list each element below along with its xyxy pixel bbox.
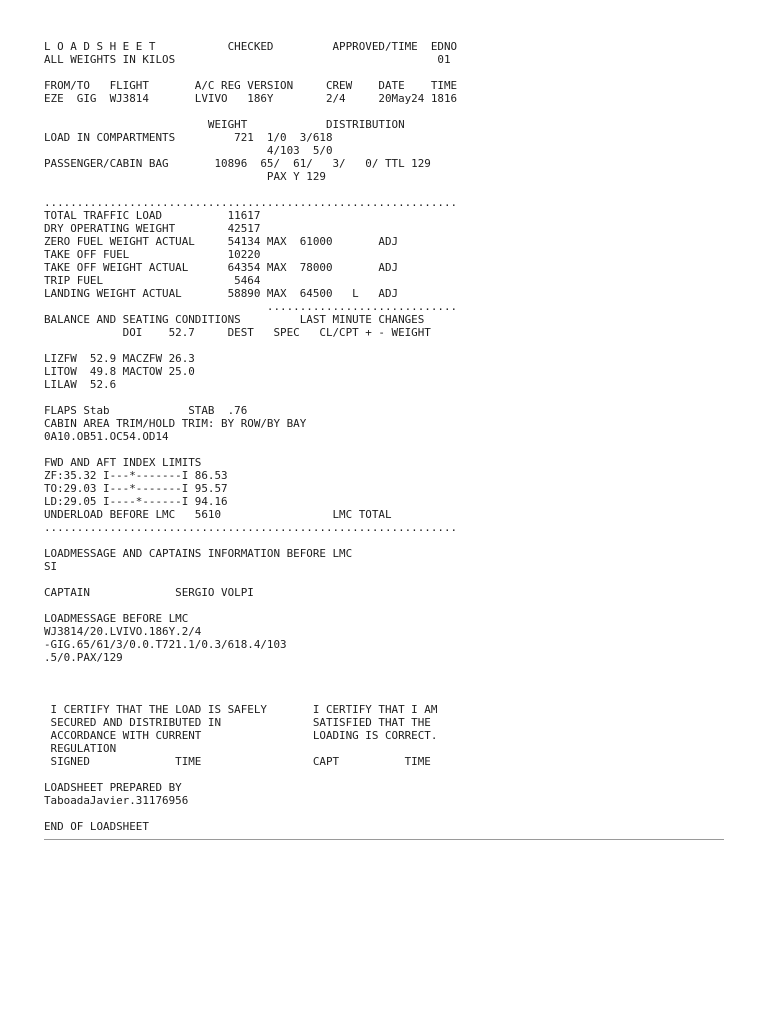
loadsheet-line bbox=[44, 599, 724, 612]
loadsheet-line bbox=[44, 573, 724, 586]
loadsheet-line bbox=[44, 66, 724, 79]
loadsheet-line: TRIP FUEL 5464 bbox=[44, 274, 261, 287]
loadsheet-line: END OF LOADSHEET bbox=[44, 820, 149, 833]
loadsheet-line: LOADSHEET PREPARED BY bbox=[44, 781, 182, 794]
loadsheet-line: DRY OPERATING WEIGHT 42517 bbox=[44, 222, 261, 235]
loadsheet-line bbox=[44, 339, 724, 352]
loadsheet-line: L O A D S H E E T CHECKED APPROVED/TIME EDNO bbox=[44, 40, 458, 53]
loadsheet-line: .5/0.PAX/129 bbox=[44, 651, 123, 664]
loadsheet-line: LILAW 52.6 bbox=[44, 378, 117, 391]
loadsheet-line: ACCORDANCE WITH CURRENT LOADING IS CORRECT. bbox=[44, 729, 438, 742]
loadsheet-line: TO:29.03 I---*-------I 95.57 bbox=[44, 482, 228, 495]
loadsheet-line: ............................. bbox=[44, 300, 458, 313]
loadsheet-line bbox=[44, 677, 724, 690]
loadsheet-line bbox=[44, 443, 724, 456]
loadsheet-line: EZE GIG WJ3814 LVIVO 186Y 2/4 20May24 1816 bbox=[44, 92, 458, 105]
loadsheet-line bbox=[44, 391, 724, 404]
loadsheet-line: I CERTIFY THAT THE LOAD IS SAFELY I CERTIFY THAT I AM bbox=[44, 703, 438, 716]
loadsheet-line: ZERO FUEL WEIGHT ACTUAL 54134 MAX 61000 ADJ bbox=[44, 235, 399, 248]
loadsheet-line bbox=[44, 807, 724, 820]
loadsheet-line: SIGNED TIME CAPT TIME bbox=[44, 755, 431, 768]
loadsheet-line: FLAPS Stab STAB .76 bbox=[44, 404, 248, 417]
loadsheet-line: ZF:35.32 I---*-------I 86.53 bbox=[44, 469, 228, 482]
loadsheet-line: FWD AND AFT INDEX LIMITS bbox=[44, 456, 202, 469]
loadsheet-line: WJ3814/20.LVIVO.186Y.2/4 bbox=[44, 625, 202, 638]
loadsheet-line bbox=[44, 534, 724, 547]
loadsheet-line: TaboadaJavier.31176956 bbox=[44, 794, 189, 807]
loadsheet-line: TAKE OFF FUEL 10220 bbox=[44, 248, 261, 261]
loadsheet-line: 0A10.OB51.OC54.OD14 bbox=[44, 430, 169, 443]
loadsheet-line: BALANCE AND SEATING CONDITIONS LAST MINUTE CHANGES bbox=[44, 313, 425, 326]
loadsheet-line: LITOW 49.8 MACTOW 25.0 bbox=[44, 365, 195, 378]
loadsheet-line bbox=[44, 105, 724, 118]
loadsheet-line: CAPTAIN SERGIO VOLPI bbox=[44, 586, 254, 599]
loadsheet-line: LD:29.05 I----*------I 94.16 bbox=[44, 495, 228, 508]
loadsheet-line: WEIGHT DISTRIBUTION bbox=[44, 118, 405, 131]
loadsheet-line: ............................................................... bbox=[44, 196, 458, 209]
loadsheet-line: SECURED AND DISTRIBUTED IN SATISFIED THAT THE bbox=[44, 716, 431, 729]
loadsheet-line: LIZFW 52.9 MACZFW 26.3 bbox=[44, 352, 195, 365]
loadsheet-line: ALL WEIGHTS IN KILOS 01 bbox=[44, 53, 451, 66]
loadsheet-line: 4/103 5/0 bbox=[44, 144, 333, 157]
loadsheet-line: LOADMESSAGE AND CAPTAINS INFORMATION BEFORE LMC bbox=[44, 547, 353, 560]
loadsheet-document bbox=[44, 40, 724, 833]
loadsheet-line: TOTAL TRAFFIC LOAD 11617 bbox=[44, 209, 261, 222]
loadsheet-line: LOADMESSAGE BEFORE LMC bbox=[44, 612, 189, 625]
loadsheet-line bbox=[44, 183, 724, 196]
loadsheet-line bbox=[44, 768, 724, 781]
loadsheet-line: CABIN AREA TRIM/HOLD TRIM: BY ROW/BY BAY bbox=[44, 417, 307, 430]
loadsheet-line: PAX Y 129 bbox=[44, 170, 326, 183]
loadsheet-line: TAKE OFF WEIGHT ACTUAL 64354 MAX 78000 ADJ bbox=[44, 261, 399, 274]
loadsheet-line: ............................................................... bbox=[44, 521, 458, 534]
loadsheet-line: FROM/TO FLIGHT A/C REG VERSION CREW DATE TIME bbox=[44, 79, 458, 92]
loadsheet-line: UNDERLOAD BEFORE LMC 5610 LMC TOTAL bbox=[44, 508, 392, 521]
loadsheet-line: REGULATION bbox=[44, 742, 117, 755]
loadsheet-line: SI bbox=[44, 560, 58, 573]
loadsheet-line: PASSENGER/CABIN BAG 10896 65/ 61/ 3/ 0/ TTL 129 bbox=[44, 157, 431, 170]
loadsheet-line bbox=[44, 690, 724, 703]
loadsheet-line: -GIG.65/61/3/0.0.T721.1/0.3/618.4/103 bbox=[44, 638, 287, 651]
loadsheet-line bbox=[44, 664, 724, 677]
end-divider bbox=[44, 839, 724, 840]
loadsheet-line: LOAD IN COMPARTMENTS 721 1/0 3/618 bbox=[44, 131, 333, 144]
loadsheet-line: LANDING WEIGHT ACTUAL 58890 MAX 64500 L ADJ bbox=[44, 287, 399, 300]
loadsheet-line: DOI 52.7 DEST SPEC CL/CPT + - WEIGHT bbox=[44, 326, 431, 339]
